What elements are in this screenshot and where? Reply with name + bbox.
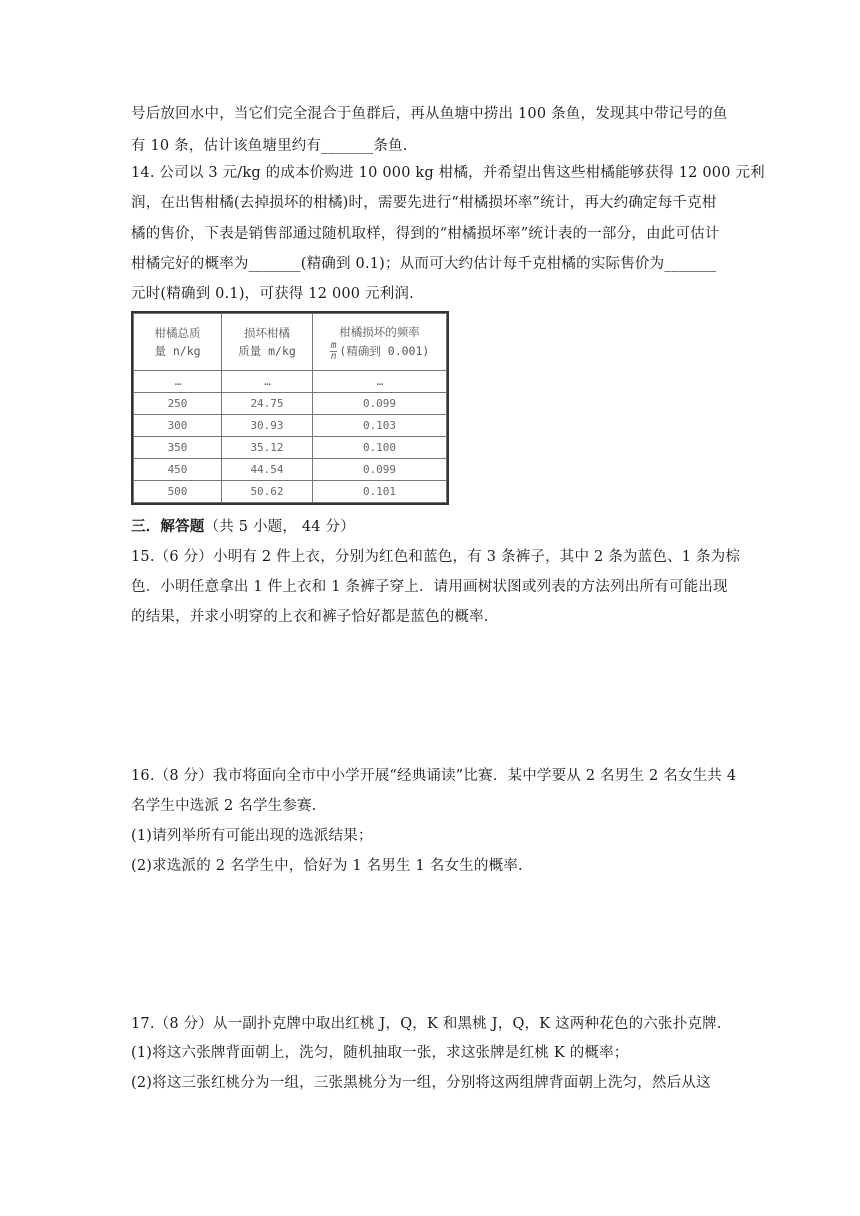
table-cell: 50.62 <box>222 481 313 503</box>
q14-text-line-4: 柑橘完好的概率为_______(精确到 0.1)；从而可大约估计每千克柑橘的实际售价为_______ <box>131 256 717 272</box>
table-row <box>134 371 447 393</box>
table-row <box>134 393 447 415</box>
table-row <box>134 437 447 459</box>
q15-text-line-3: 的结果，并求小明穿的上衣和裤子恰好都是蓝色的概率. <box>131 609 489 625</box>
q15-text-line-2: 色．小明任意拿出 1 件上衣和 1 条裤子穿上．请用画树状图或列表的方法列出所有可能出现 <box>131 579 728 595</box>
table-cell: 350 <box>134 437 222 459</box>
table-cell: 300 <box>134 415 222 437</box>
table-cell: 30.93 <box>222 415 313 437</box>
table-cell: … <box>313 371 447 393</box>
q14-text-line-3: 橘的售价，下表是销售部通过随机取样，得到的“柑橘损坏率”统计表的一部分，由此可估计 <box>131 226 720 242</box>
fraction-numerator: m <box>330 339 337 351</box>
table-cell: 0.103 <box>313 415 447 437</box>
table-header-damaged-mass <box>222 314 313 371</box>
table-header-total-mass-line2: 量 n/kg <box>154 344 201 358</box>
table-cell: 500 <box>134 481 222 503</box>
table-cell: 250 <box>134 393 222 415</box>
table-header-total-mass <box>134 314 222 371</box>
table-cell: … <box>222 371 313 393</box>
q16-text-line-3: (1)请列举所有可能出现的选派结果； <box>131 828 373 844</box>
fraction-denominator: n <box>330 350 337 362</box>
table-row <box>134 415 447 437</box>
q17-text-line-2: (1)将这六张牌背面朝上，洗匀，随机抽取一张，求这张牌是红桃 K 的概率； <box>131 1045 629 1061</box>
orange-damage-table <box>131 311 449 505</box>
table-header-total-mass-line1: 柑橘总质 <box>154 326 201 340</box>
section-title: 三．解答题 <box>131 518 205 535</box>
table-cell: 35.12 <box>222 437 313 459</box>
q16-text-line-1: 16.（8 分）我市将面向全市中小学开展“经典诵读”比赛．某中学要从 2 名男生 2 名女生共 4 <box>131 768 737 784</box>
table-header-damage-frequency-line1: 柑橘损坏的频率 <box>339 324 420 339</box>
precision-note: (精确到 0.001) <box>339 343 430 358</box>
q13-text-line-2: 有 10 条，估计该鱼塘里约有_______条鱼. <box>131 138 408 154</box>
table-cell: 0.099 <box>313 393 447 415</box>
table-header-damaged-mass-line1: 损坏柑橘 <box>244 326 290 340</box>
table-row <box>134 459 447 481</box>
table-cell: 24.75 <box>222 393 313 415</box>
q16-text-line-4: (2)求选派的 2 名学生中，恰好为 1 名男生 1 名女生的概率. <box>131 858 523 874</box>
table-cell: 450 <box>134 459 222 481</box>
table-cell: 44.54 <box>222 459 313 481</box>
table-header-damage-frequency-line2 <box>313 341 446 362</box>
q17-text-line-1: 17.（8 分）从一副扑克牌中取出红桃 J，Q，K 和黑桃 J，Q，K 这两种花色的六张扑克牌. <box>131 1016 722 1032</box>
table-header-damaged-mass-line2: 质量 m/kg <box>238 344 296 358</box>
section-heading <box>131 517 355 537</box>
fraction-m-over-n <box>330 341 338 362</box>
section-note: （共 5 小题， 44 分） <box>204 519 355 535</box>
q14-text-line-2: 润，在出售柑橘(去掉损坏的柑橘)时，需要先进行“柑橘损坏率”统计，再大约确定每千克柑 <box>131 195 717 211</box>
table-header-damage-frequency <box>313 314 447 371</box>
q14-text-line-1: 14. 公司以 3 元/kg 的成本价购进 10 000 kg 柑橘，并希望出售这些柑橘能够获得 12 000 元利 <box>131 165 765 181</box>
q13-text-line-1: 号后放回水中，当它们完全混合于鱼群后，再从鱼塘中捞出 100 条鱼，发现其中带记号的鱼 <box>131 106 728 122</box>
q14-text-line-5: 元时(精确到 0.1)，可获得 12 000 元利润. <box>131 286 414 302</box>
table-cell: 0.100 <box>313 437 447 459</box>
table-cell: … <box>134 371 222 393</box>
table-cell: 0.099 <box>313 459 447 481</box>
q15-text-line-1: 15.（6 分）小明有 2 件上衣，分别为红色和蓝色，有 3 条裤子，其中 2 条为蓝色、1 条为棕 <box>131 549 741 565</box>
table-cell: 0.101 <box>313 481 447 503</box>
table-row <box>134 481 447 503</box>
q16-text-line-2: 名学生中选派 2 名学生参赛. <box>131 798 317 814</box>
q17-text-line-3: (2)将这三张红桃分为一组，三张黑桃分为一组，分别将这两组牌背面朝上洗匀，然后从这 <box>131 1075 711 1091</box>
